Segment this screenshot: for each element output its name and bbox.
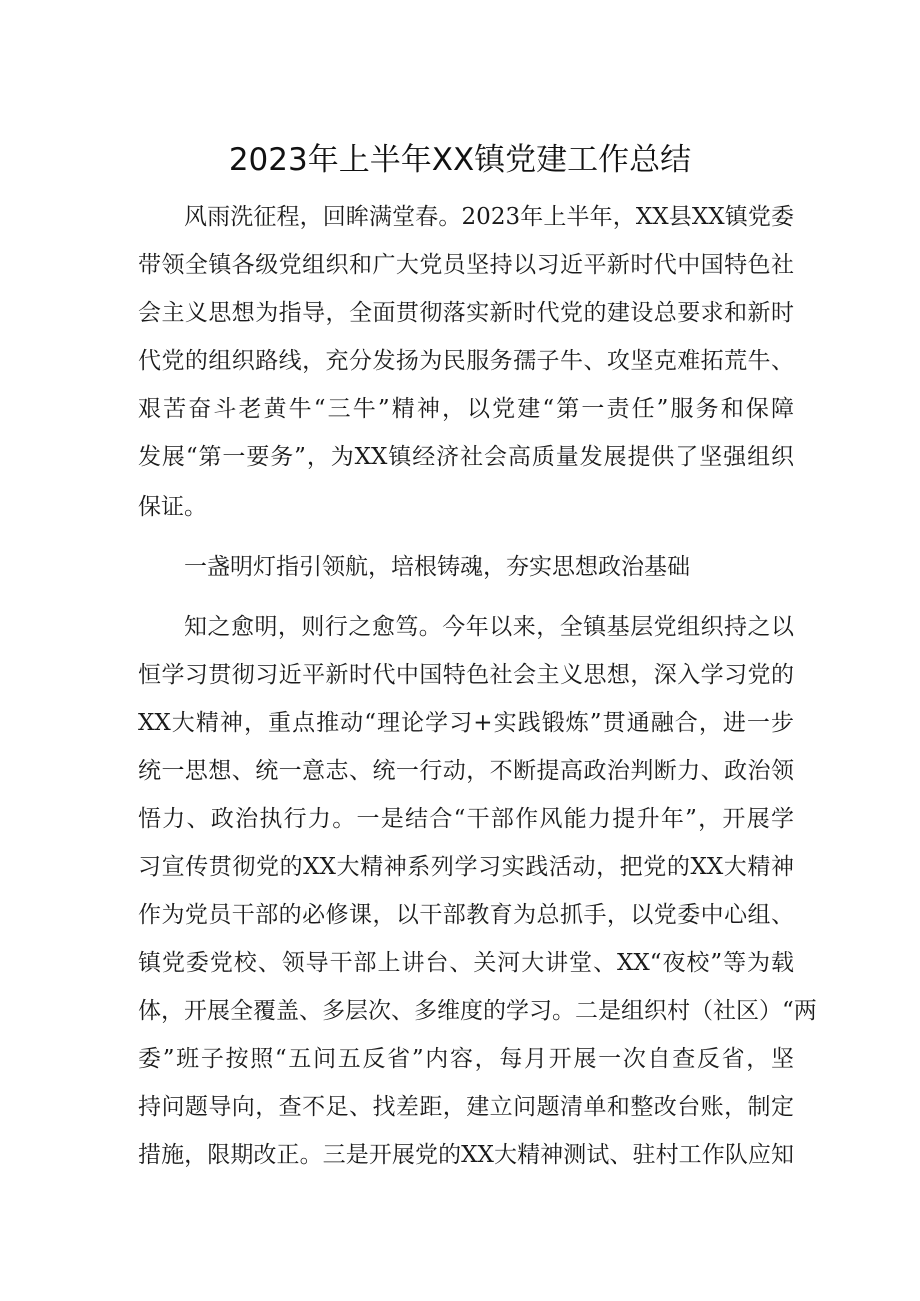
- document-title: 2023年上半年XX镇党建工作总结: [228, 142, 692, 178]
- paragraph-2-line-7: 作为党员干部的必修课，以干部教育为总抓手，以党委中心组、: [138, 902, 794, 928]
- paragraph-2-line-11: 持问题导向，查不足、找差距，建立问题清单和整改台账，制定: [138, 1094, 794, 1120]
- paragraph-2-line-4: 统一思想、统一意志、统一行动，不断提高政治判断力、政治领: [138, 758, 794, 784]
- paragraph-2-line-10: 委”班子按照“五问五反省”内容，每月开展一次自查反省，坚: [138, 1046, 794, 1072]
- paragraph-2-line-2: 恒学习贯彻习近平新时代中国特色社会主义思想，深入学习党的: [138, 662, 794, 688]
- paragraph-2-line-3: XX大精神，重点推动“理论学习+实践锻炼”贯通融合，进一步: [138, 710, 794, 736]
- paragraph-1-line-6: 发展“第一要务”，为XX镇经济社会高质量发展提供了坚强组织: [138, 444, 794, 470]
- paragraph-2-line-1: 知之愈明，则行之愈笃。今年以来，全镇基层党组织持之以: [184, 614, 794, 640]
- paragraph-1-line-4: 代党的组织路线，充分发扬为民服务孺子牛、攻坚克难拓荒牛、: [138, 348, 794, 374]
- paragraph-1-line-2: 带领全镇各级党组织和广大党员坚持以习近平新时代中国特色社: [138, 252, 794, 278]
- section-heading: 一盏明灯指引领航，培根铸魂，夯实思想政治基础: [184, 554, 690, 580]
- paragraph-2-line-5: 悟力、政治执行力。一是结合“干部作风能力提升年”，开展学: [138, 806, 794, 832]
- paragraph-1-line-3: 会主义思想为指导，全面贯彻落实新时代党的建设总要求和新时: [138, 300, 794, 326]
- paragraph-2-line-12: 措施，限期改正。三是开展党的XX大精神测试、驻村工作队应知: [138, 1142, 794, 1168]
- paragraph-1-line-1: 风雨洗征程，回眸满堂春。2023年上半年，XX县XX镇党委: [184, 204, 794, 230]
- paragraph-1-line-7: 保证。: [138, 494, 207, 520]
- paragraph-2-line-6: 习宣传贯彻党的XX大精神系列学习实践活动，把党的XX大精神: [138, 854, 794, 880]
- paragraph-1-line-5: 艰苦奋斗老黄牛“三牛”精神，以党建“第一责任”服务和保障: [138, 396, 794, 422]
- paragraph-2-line-8: 镇党委党校、领导干部上讲台、关河大讲堂、XX“夜校”等为载: [138, 950, 794, 976]
- paragraph-2-line-9: 体，开展全覆盖、多层次、多维度的学习。二是组织村（社区）“两: [138, 998, 817, 1024]
